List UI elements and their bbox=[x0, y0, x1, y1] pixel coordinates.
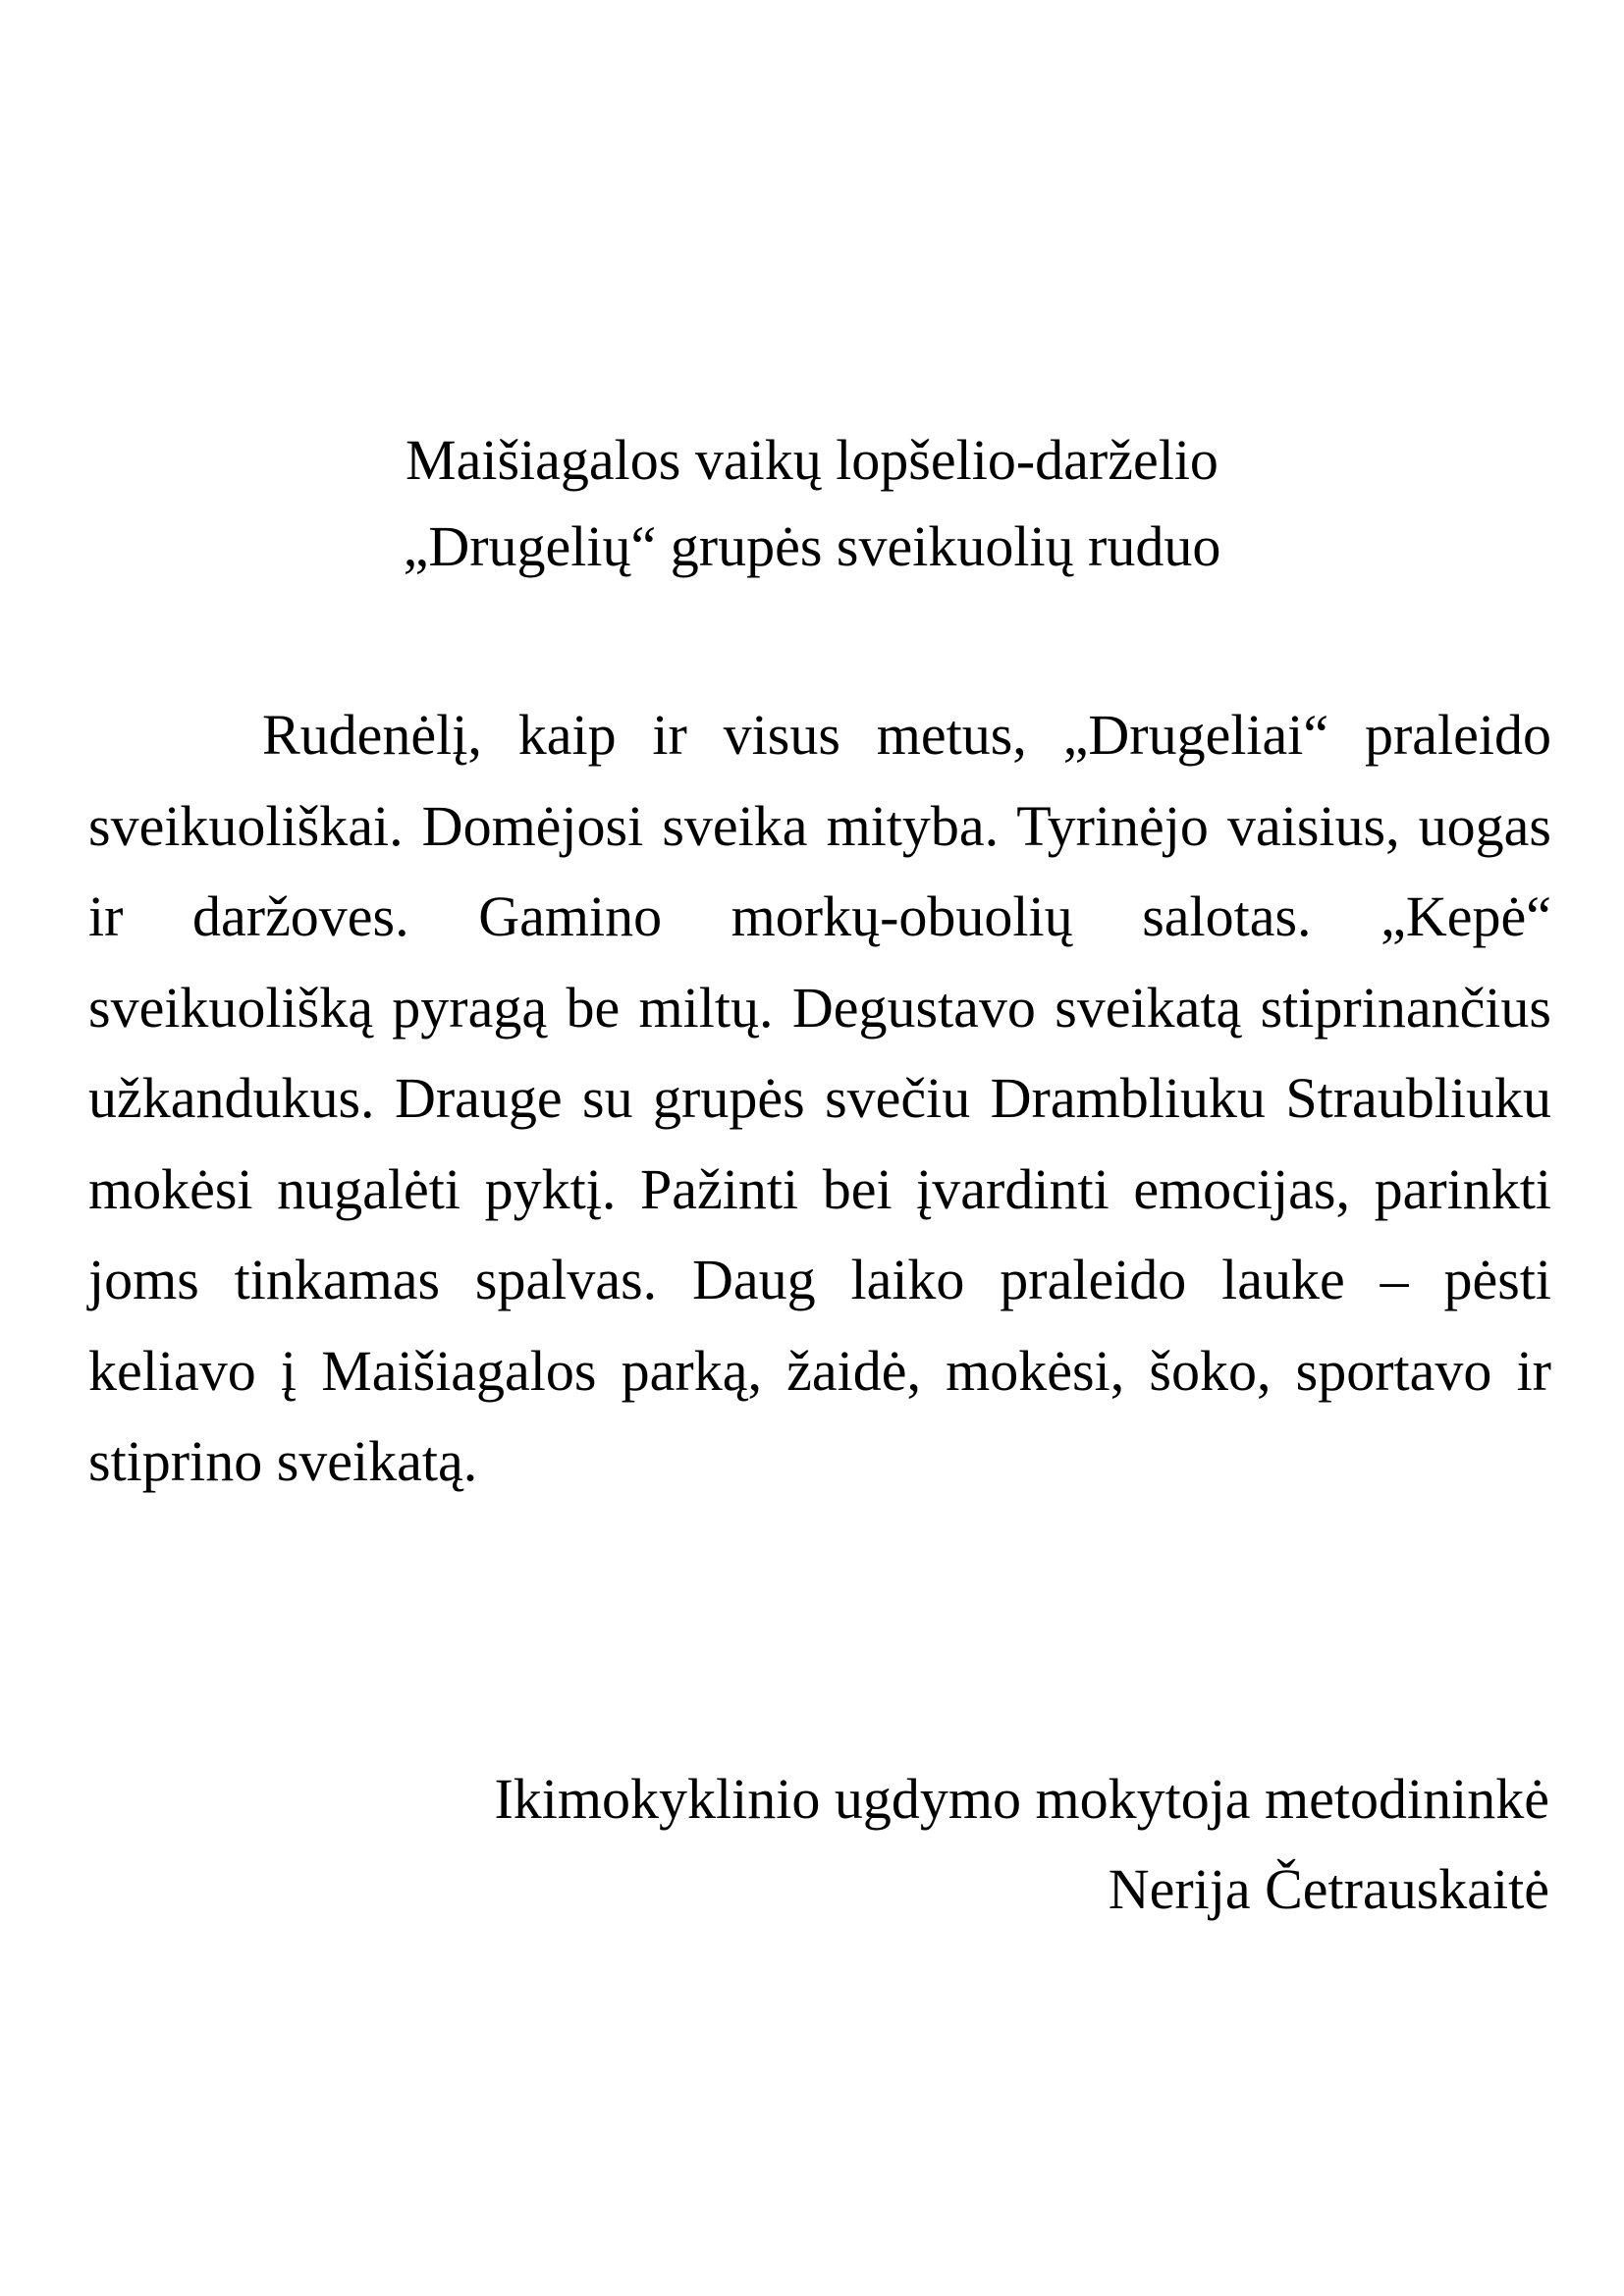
signature-role: Ikimokyklinio ugdymo mokytoja metodininkė bbox=[494, 1767, 1549, 1831]
signature-block bbox=[494, 1754, 1549, 1935]
title-line-2: „Drugelių“ grupės sveikuolių ruduo bbox=[403, 514, 1221, 578]
body-paragraph: Rudenėlį, kaip ir visus metus, „Drugeliai“ praleido sveikuoliškai. Domėjosi sveika mityba. Tyrinėjo vaisius, uogas ir daržoves. Gamino morkų-obuolių salotas. „Kepė“ sveikuolišką pyragą be miltų. Degustavo sveikatą stiprinančius užkandukus. Drauge su grupės svečiu Drambliuku Straubliuku mokėsi nugalėti pyktį. Pažinti bei įvardinti emocijas, parinkti joms tinkamas spalvas. Daug laiko praleido lauke – pėsti keliavo į Maišiagalos parką, žaidė, mokėsi, šoko, sportavo ir stiprino sveikatą. bbox=[88, 703, 1551, 1493]
title-line-1: Maišiagalos vaikų lopšelio-darželio bbox=[406, 428, 1218, 492]
document-title bbox=[0, 417, 1624, 590]
signature-name: Nerija Četrauskaitė bbox=[1108, 1857, 1549, 1921]
